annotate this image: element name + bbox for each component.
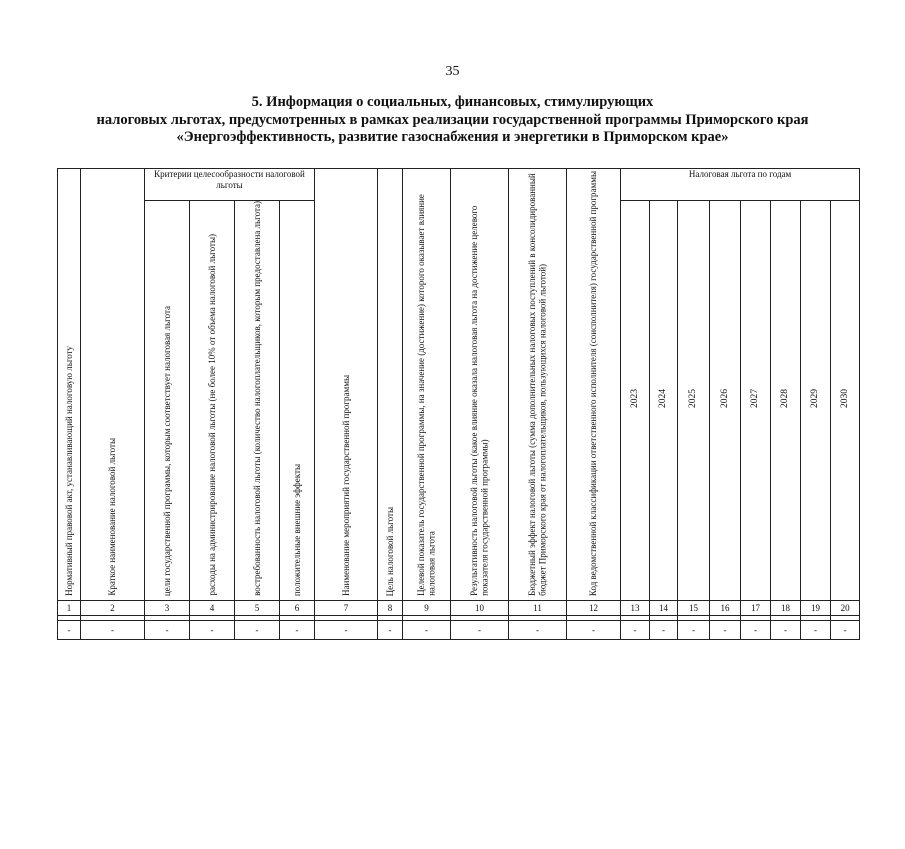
header-row-top xyxy=(58,169,860,201)
column-number: 18 xyxy=(771,600,801,615)
header-criteria-group: Критерии целесообразности налоговой льготы xyxy=(145,169,315,201)
title-line-3: «Энергоэффективность, развитие газоснабжения и энергетики в Приморском крае» xyxy=(176,129,729,145)
column-number: 7 xyxy=(315,600,378,615)
header-dept-code: Код ведомственной классификации ответственного исполнителя (соисполнителя) государственной программы xyxy=(567,169,621,601)
table-cell: - xyxy=(771,620,801,639)
table-cell: - xyxy=(678,620,710,639)
column-number: 3 xyxy=(145,600,190,615)
column-number: 19 xyxy=(801,600,831,615)
header-legal-act: Нормативный правовой акт, устанавливающий налоговую льготу xyxy=(58,169,81,601)
title-line-1: 5. Информация о социальных, финансовых, стимулирующих xyxy=(251,94,654,110)
column-number: 6 xyxy=(280,600,315,615)
table-cell: - xyxy=(710,620,741,639)
column-number: 11 xyxy=(509,600,567,615)
table-cell: - xyxy=(280,620,315,639)
column-number: 5 xyxy=(235,600,280,615)
header-criteria-admin: расходы на администрирование налоговой льготы (не более 10% от объема налоговой льготы) xyxy=(190,201,235,601)
table-cell: - xyxy=(650,620,678,639)
table-cell: - xyxy=(81,620,145,639)
column-number: 9 xyxy=(403,600,451,615)
table-cell: - xyxy=(509,620,567,639)
header-year-2026: 2026 xyxy=(710,201,741,601)
header-year-2024: 2024 xyxy=(650,201,678,601)
table-cell: - xyxy=(831,620,860,639)
header-year-2025: 2025 xyxy=(678,201,710,601)
header-criteria-external: положительные внешние эффекты xyxy=(280,201,315,601)
column-number: 2 xyxy=(81,600,145,615)
table-cell: - xyxy=(403,620,451,639)
table-cell: - xyxy=(378,620,403,639)
header-effectiveness: Результативность налоговой льготы (какое влияние оказала налоговая льгота на достижение целевого показателя государственной программы) xyxy=(451,169,509,601)
table-cell: - xyxy=(315,620,378,639)
table-cell: - xyxy=(451,620,509,639)
table-cell: - xyxy=(801,620,831,639)
table-cell: - xyxy=(190,620,235,639)
document-title xyxy=(0,94,905,147)
header-year-2023: 2023 xyxy=(621,201,650,601)
column-number: 13 xyxy=(621,600,650,615)
header-years-group: Налоговая льгота по годам xyxy=(621,169,860,201)
column-number: 8 xyxy=(378,600,403,615)
header-target-indicator: Целевой показатель государственной программы, на значение (достижение) которого оказывает влияние налоговая льгота xyxy=(403,169,451,601)
table-cell: - xyxy=(58,620,81,639)
header-goal: Цель налоговой льготы xyxy=(378,169,403,601)
table-cell: - xyxy=(621,620,650,639)
header-criteria-demand: востребованность налоговой льготы (количество налогоплательщиков, которым предоставлена льгота) xyxy=(235,201,280,601)
table-cell: - xyxy=(741,620,771,639)
column-number: 20 xyxy=(831,600,860,615)
column-number: 16 xyxy=(710,600,741,615)
header-criteria-goals: цели государственной программы, которым соответствует налоговая льгота xyxy=(145,201,190,601)
page-number: 35 xyxy=(445,64,460,79)
table-cell: - xyxy=(145,620,190,639)
tax-benefits-table xyxy=(57,168,860,640)
header-year-2027: 2027 xyxy=(741,201,771,601)
column-number: 4 xyxy=(190,600,235,615)
column-number: 17 xyxy=(741,600,771,615)
header-event-name: Наименование мероприятий государственной программы xyxy=(315,169,378,601)
title-line-2: налоговых льготах, предусмотренных в рамках реализации государственной программы Приморского края xyxy=(96,111,809,128)
column-number: 1 xyxy=(58,600,81,615)
table-row xyxy=(58,620,860,639)
column-number: 15 xyxy=(678,600,710,615)
header-year-2029: 2029 xyxy=(801,201,831,601)
header-budget-effect: Бюджетный эффект налоговой льготы (сумма дополнительных налоговых поступлений в консолидированный бюджет Приморского края от налогоплательщиков, пользующихся налоговой льготой) xyxy=(509,169,567,601)
header-short-name: Краткое наименование налоговой льготы xyxy=(81,169,145,601)
column-number: 12 xyxy=(567,600,621,615)
header-year-2028: 2028 xyxy=(771,201,801,601)
table-cell: - xyxy=(235,620,280,639)
column-number: 10 xyxy=(451,600,509,615)
header-year-2030: 2030 xyxy=(831,201,860,601)
column-number: 14 xyxy=(650,600,678,615)
table-cell: - xyxy=(567,620,621,639)
column-numbers-row xyxy=(58,600,860,615)
